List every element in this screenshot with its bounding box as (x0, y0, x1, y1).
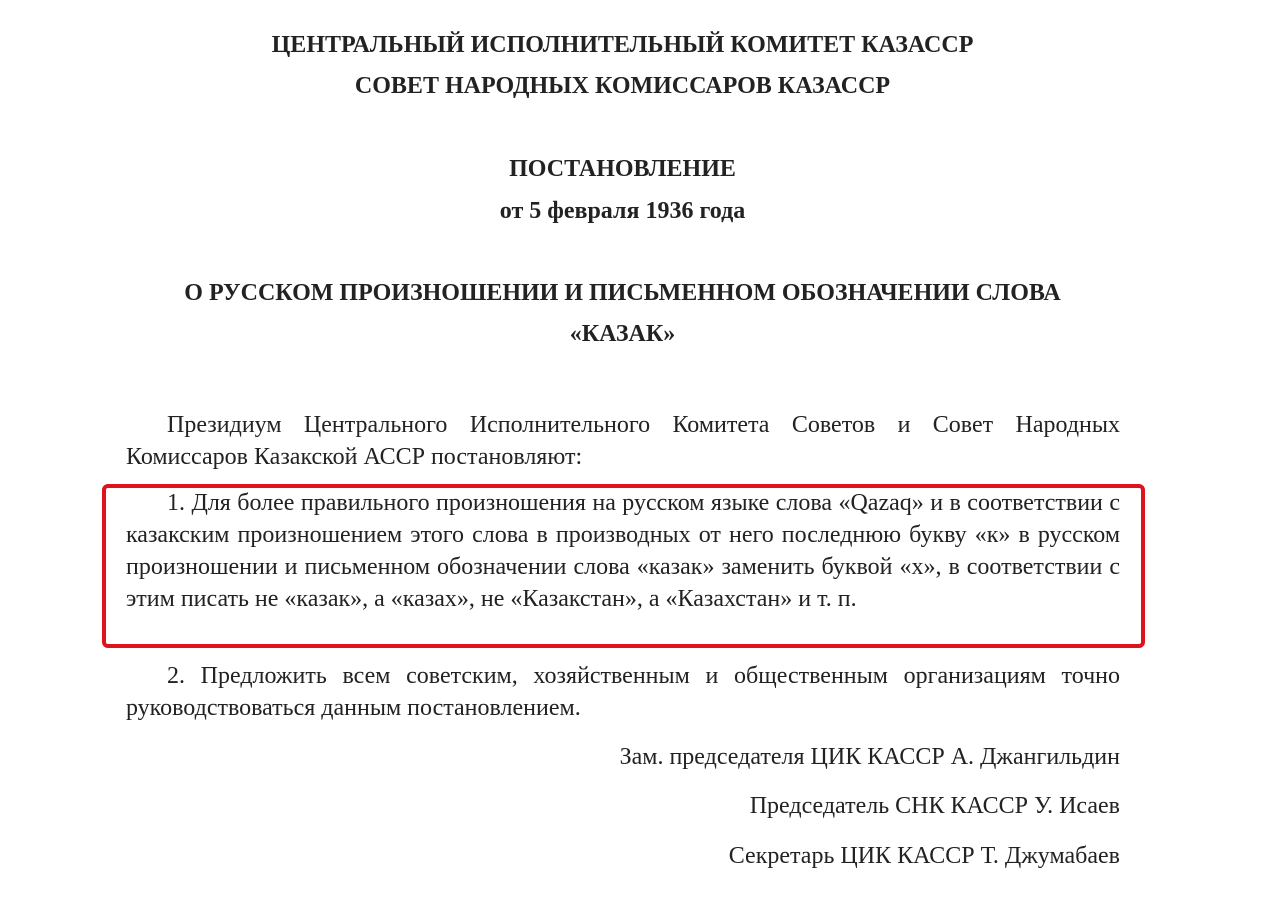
subject-line-2: «КАЗАК» (569, 321, 676, 347)
decree-date: от 5 февраля 1936 года (499, 198, 746, 224)
signature-chairman: Председатель СНК КАССР У. Исаев (749, 793, 1120, 819)
signature-deputy-chairman: Зам. председателя ЦИК КАССР А. Джангильдин (619, 744, 1120, 770)
item-2-paragraph: 2. Предложить всем советским, хозяйственным и общественным организациям точно руководствоваться данным постановлением. (126, 663, 1120, 721)
highlight-box (102, 484, 1145, 648)
issuer-line-1: ЦЕНТРАЛЬНЫЙ ИСПОЛНИТЕЛЬНЫЙ КОМИТЕТ КАЗАССР (271, 32, 974, 58)
decree-title: ПОСТАНОВЛЕНИЕ (509, 156, 736, 182)
issuer-line-2: СОВЕТ НАРОДНЫХ КОМИССАРОВ КАЗАССР (354, 73, 891, 99)
signature-secretary: Секретарь ЦИК КАССР Т. Джумабаев (728, 843, 1120, 869)
item-1-paragraph: 1. Для более правильного произношения на русском языке слова «Qazaq» и в соответствии с казакским произношением этого слова в производных от него последнюю букву «к» в русском произношении и письменном обозначении слова «казак» заменить буквой «х», в соответствии с этим писать не «казак», а «казах», не «Казакстан», а «Казахстан» и т. п. (126, 490, 1120, 612)
preamble-paragraph: Президиум Центрального Исполнительного Комитета Советов и Совет Народных Комиссаров Казакской АССР постановляют: (126, 412, 1120, 470)
subject-line-1: О РУССКОМ ПРОИЗНОШЕНИИ И ПИСЬМЕННОМ ОБОЗНАЧЕНИИ СЛОВА (184, 280, 1061, 306)
